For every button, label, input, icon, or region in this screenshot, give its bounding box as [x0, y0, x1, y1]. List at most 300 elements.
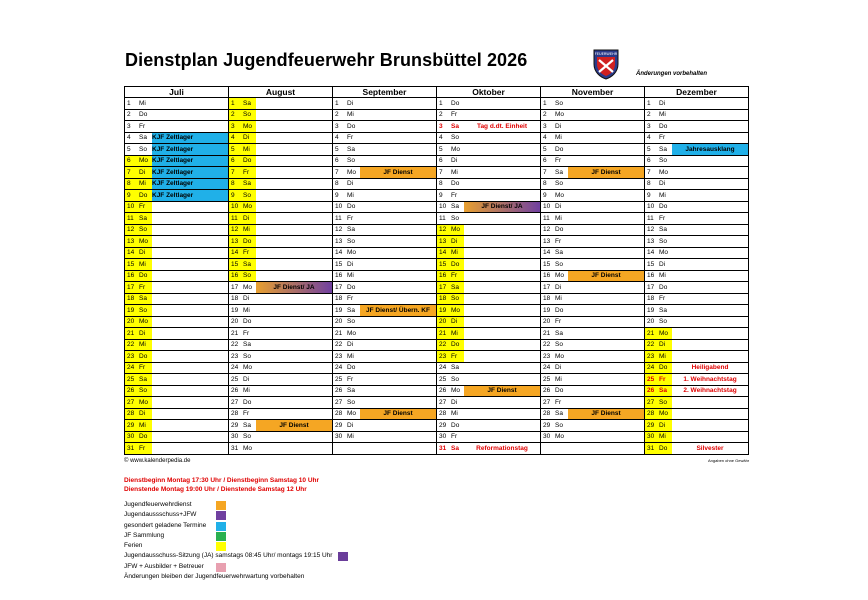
- weekday: Di: [243, 132, 256, 144]
- weekday: Mo: [243, 121, 256, 133]
- day-event: [672, 420, 749, 432]
- day-number: 29: [125, 420, 140, 432]
- day-event: [360, 316, 437, 328]
- weekday: Do: [243, 155, 256, 167]
- weekday: Fr: [139, 443, 152, 455]
- weekday: So: [555, 420, 568, 432]
- weekday: Fr: [347, 293, 360, 305]
- weekday: Do: [555, 385, 568, 397]
- day-event: [360, 178, 437, 190]
- day-number: 16: [125, 270, 140, 282]
- day-number: 21: [645, 328, 660, 340]
- day-number: 15: [437, 259, 452, 271]
- weekday: So: [347, 236, 360, 248]
- day-number: 4: [541, 132, 556, 144]
- day-event: [464, 213, 541, 225]
- day-number: 27: [645, 397, 660, 409]
- legend-label: Jugendfeuerwehrdienst: [124, 501, 192, 508]
- day-number: 6: [229, 155, 244, 167]
- day-event: [360, 293, 437, 305]
- weekday: Sa: [451, 443, 464, 455]
- day-number: 3: [437, 121, 452, 133]
- weekday: Sa: [555, 247, 568, 259]
- weekday: Sa: [347, 224, 360, 236]
- day-event: [360, 98, 437, 110]
- day-number: 18: [333, 293, 348, 305]
- day-event: [464, 236, 541, 248]
- weekday: Di: [243, 213, 256, 225]
- weekday: So: [243, 270, 256, 282]
- weekday: Mo: [243, 201, 256, 213]
- day-event: [256, 351, 333, 363]
- day-number: 9: [333, 190, 348, 202]
- table-row: [125, 420, 749, 432]
- day-event: [256, 178, 333, 190]
- weekday: So: [659, 236, 672, 248]
- day-number: 29: [229, 420, 244, 432]
- weekday: So: [139, 224, 152, 236]
- day-number: 30: [437, 431, 452, 443]
- table-row: [125, 305, 749, 317]
- weekday: So: [243, 431, 256, 443]
- day-event: [256, 397, 333, 409]
- table-row: [125, 224, 749, 236]
- day-event: [256, 236, 333, 248]
- day-number: 26: [125, 385, 140, 397]
- table-row: [125, 98, 749, 110]
- day-event: [256, 259, 333, 271]
- weekday: Do: [451, 178, 464, 190]
- table-row: [125, 190, 749, 202]
- weekday: Sa: [555, 328, 568, 340]
- day-number: 16: [437, 270, 452, 282]
- day-number: 9: [229, 190, 244, 202]
- day-number: 9: [437, 190, 452, 202]
- day-number: 6: [437, 155, 452, 167]
- legend-label: Änderungen bleiben der Jugendfeuerwehrwartung vorbehalten: [124, 573, 305, 581]
- day-event: [568, 328, 645, 340]
- weekday: Do: [139, 109, 152, 121]
- service-times: [124, 476, 319, 494]
- day-number: 11: [229, 213, 244, 225]
- weekday: Di: [555, 282, 568, 294]
- day-event: KJF Zeltlager: [152, 190, 229, 202]
- calendar-body: [125, 98, 749, 455]
- day-number: 20: [125, 316, 140, 328]
- day-event: [568, 431, 645, 443]
- day-event: [568, 293, 645, 305]
- weekday: Di: [347, 178, 360, 190]
- day-number: 7: [229, 167, 244, 179]
- weekday: Sa: [243, 259, 256, 271]
- weekday: Mi: [347, 109, 360, 121]
- day-event: [464, 408, 541, 420]
- day-event: JF Dienst/ JA: [464, 201, 541, 213]
- weekday: Sa: [139, 213, 152, 225]
- table-row: [125, 443, 749, 455]
- day-event: [464, 282, 541, 294]
- weekday: Mo: [659, 167, 672, 179]
- day-number: 4: [437, 132, 452, 144]
- table-row: [125, 236, 749, 248]
- weekday: Mo: [451, 144, 464, 156]
- day-number: 2: [229, 109, 244, 121]
- day-number: 20: [645, 316, 660, 328]
- day-event: [360, 144, 437, 156]
- weekday: Di: [347, 420, 360, 432]
- legend-swatch: [216, 522, 226, 531]
- weekday: Mi: [347, 431, 360, 443]
- weekday: Fr: [451, 270, 464, 282]
- weekday: Mi: [347, 351, 360, 363]
- day-event: [464, 109, 541, 121]
- weekday: So: [451, 374, 464, 386]
- weekday: Fr: [659, 213, 672, 225]
- day-number: 25: [125, 374, 140, 386]
- fire-department-crest-icon: [592, 48, 620, 80]
- day-number: 21: [125, 328, 140, 340]
- day-event: [568, 397, 645, 409]
- day-event: [256, 155, 333, 167]
- legend-item: [124, 572, 332, 582]
- day-number: 28: [229, 408, 244, 420]
- weekday: So: [659, 316, 672, 328]
- weekday: So: [659, 397, 672, 409]
- table-row: [125, 178, 749, 190]
- weekday: Mi: [139, 420, 152, 432]
- weekday: Mi: [243, 144, 256, 156]
- day-event: [256, 385, 333, 397]
- day-event: [360, 121, 437, 133]
- weekday: Fr: [347, 374, 360, 386]
- day-event: [152, 385, 229, 397]
- day-number: 3: [645, 121, 660, 133]
- day-number: 10: [229, 201, 244, 213]
- weekday: Sa: [243, 420, 256, 432]
- weekday: So: [139, 144, 152, 156]
- weekday: Di: [347, 98, 360, 110]
- weekday: Mo: [139, 316, 152, 328]
- day-number: 26: [541, 385, 556, 397]
- weekday: Fr: [243, 247, 256, 259]
- table-row: [125, 201, 749, 213]
- legend-swatch: [216, 511, 226, 520]
- day-number: 12: [229, 224, 244, 236]
- day-number: 9: [541, 190, 556, 202]
- weekday: Mi: [659, 109, 672, 121]
- day-event: [256, 109, 333, 121]
- day-number: 18: [541, 293, 556, 305]
- weekday: Di: [139, 328, 152, 340]
- day-number: 23: [437, 351, 452, 363]
- weekday: Mi: [139, 178, 152, 190]
- day-number: 8: [125, 178, 140, 190]
- day-event: [360, 190, 437, 202]
- weekday: Mi: [555, 213, 568, 225]
- day-number: 27: [125, 397, 140, 409]
- weekday: Di: [659, 178, 672, 190]
- page-title: Dienstplan Jugendfeuerwehr Brunsbüttel 2026: [125, 50, 528, 70]
- day-event: [464, 132, 541, 144]
- day-event: [672, 155, 749, 167]
- weekday: Sa: [451, 362, 464, 374]
- day-event: [360, 224, 437, 236]
- legend-item: [124, 531, 332, 541]
- day-number: 18: [645, 293, 660, 305]
- weekday: Sa: [243, 98, 256, 110]
- weekday: Mi: [555, 293, 568, 305]
- day-number: 18: [229, 293, 244, 305]
- day-event: [672, 236, 749, 248]
- legend-label: JF Sammlung: [124, 531, 165, 539]
- weekday: Mi: [139, 98, 152, 110]
- day-event: [568, 259, 645, 271]
- day-event: [464, 328, 541, 340]
- day-number: 12: [541, 224, 556, 236]
- table-row: [125, 385, 749, 397]
- day-number: 29: [437, 420, 452, 432]
- day-event: 2. Weihnachtstag: [672, 385, 749, 397]
- weekday: Mo: [555, 190, 568, 202]
- day-number: 23: [229, 351, 244, 363]
- day-event: [672, 132, 749, 144]
- day-event: [464, 167, 541, 179]
- day-event: [256, 224, 333, 236]
- day-number: 13: [541, 236, 556, 248]
- month-header-4: November: [541, 87, 645, 98]
- day-number: 28: [333, 408, 348, 420]
- table-row: [125, 293, 749, 305]
- day-number: 25: [541, 374, 556, 386]
- day-event: JF Dienst: [568, 167, 645, 179]
- weekday: Do: [139, 270, 152, 282]
- day-number: 13: [125, 236, 140, 248]
- day-number: 31: [645, 443, 660, 455]
- day-event: [568, 374, 645, 386]
- day-event: [672, 178, 749, 190]
- day-event: [152, 224, 229, 236]
- day-number: 24: [541, 362, 556, 374]
- table-row: [125, 270, 749, 282]
- day-number: 30: [333, 431, 348, 443]
- day-number: 29: [333, 420, 348, 432]
- day-number: 26: [437, 385, 452, 397]
- weekday: Do: [659, 201, 672, 213]
- day-number: 24: [645, 362, 660, 374]
- day-number: 31: [125, 443, 140, 455]
- day-number: 11: [437, 213, 452, 225]
- weekday: So: [347, 316, 360, 328]
- weekday: Fr: [139, 121, 152, 133]
- day-event: [360, 213, 437, 225]
- weekday: Do: [347, 201, 360, 213]
- day-event: [464, 420, 541, 432]
- weekday: Sa: [659, 305, 672, 317]
- day-event: KJF Zeltlager: [152, 132, 229, 144]
- weekday: Do: [659, 282, 672, 294]
- day-event: [256, 443, 333, 455]
- day-number: 17: [125, 282, 140, 294]
- day-event: [568, 236, 645, 248]
- day-event: [152, 339, 229, 351]
- weekday: Di: [451, 316, 464, 328]
- weekday: Do: [451, 339, 464, 351]
- day-event: [464, 339, 541, 351]
- table-row: [125, 167, 749, 179]
- day-event: [152, 431, 229, 443]
- day-event: [360, 374, 437, 386]
- crest-lettering: FEUERWEHR: [594, 52, 618, 56]
- weekday: Sa: [659, 224, 672, 236]
- day-number: 12: [333, 224, 348, 236]
- weekday: Fr: [347, 213, 360, 225]
- day-number: 30: [229, 431, 244, 443]
- day-number: 11: [125, 213, 140, 225]
- legend-swatch: [216, 542, 226, 551]
- day-event: [672, 316, 749, 328]
- weekday: Mo: [243, 443, 256, 455]
- day-number: 9: [125, 190, 140, 202]
- day-event: [568, 385, 645, 397]
- day-event: [152, 247, 229, 259]
- day-number: 27: [333, 397, 348, 409]
- weekday: Mo: [555, 351, 568, 363]
- weekday: Di: [555, 362, 568, 374]
- day-event: [568, 201, 645, 213]
- day-number: 6: [125, 155, 140, 167]
- weekday: So: [243, 351, 256, 363]
- day-event: [360, 362, 437, 374]
- day-event: [360, 270, 437, 282]
- day-number: 22: [541, 339, 556, 351]
- day-event: JF Dienst: [568, 408, 645, 420]
- day-number: 14: [437, 247, 452, 259]
- weekday: Di: [659, 259, 672, 271]
- day-number: 3: [541, 121, 556, 133]
- weekday: Di: [659, 98, 672, 110]
- legend-label: Ferien: [124, 542, 143, 550]
- weekday: Sa: [659, 144, 672, 156]
- day-event: [568, 362, 645, 374]
- day-event: Tag d.dt. Einheit: [464, 121, 541, 133]
- weekday: Fr: [243, 328, 256, 340]
- day-number: 22: [437, 339, 452, 351]
- day-event: [464, 362, 541, 374]
- day-number: 22: [229, 339, 244, 351]
- day-number: 19: [333, 305, 348, 317]
- day-number: 19: [437, 305, 452, 317]
- disclaimer: Angaben ohne Gewähr: [708, 458, 750, 463]
- day-number: 1: [645, 98, 660, 110]
- table-row: [125, 121, 749, 133]
- weekday: Mi: [139, 339, 152, 351]
- day-number: 12: [437, 224, 452, 236]
- day-event: [672, 213, 749, 225]
- day-number: 10: [437, 201, 452, 213]
- weekday: Mo: [243, 362, 256, 374]
- day-number: 25: [229, 374, 244, 386]
- day-event: [256, 270, 333, 282]
- weekday: So: [451, 132, 464, 144]
- day-event: [464, 190, 541, 202]
- day-number: 24: [333, 362, 348, 374]
- day-number: 18: [125, 293, 140, 305]
- service-start: Dienstbeginn Montag 17:30 Uhr / Dienstbeginn Samstag 10 Uhr: [124, 477, 320, 484]
- weekday: Di: [139, 167, 152, 179]
- day-number: 12: [125, 224, 140, 236]
- weekday: Mo: [347, 247, 360, 259]
- weekday: Mi: [243, 224, 256, 236]
- day-event: [256, 374, 333, 386]
- day-number: 21: [333, 328, 348, 340]
- day-number: 29: [541, 420, 556, 432]
- weekday: Mo: [347, 167, 360, 179]
- legend-item: [124, 562, 332, 572]
- day-number: 6: [645, 155, 660, 167]
- weekday: Do: [555, 224, 568, 236]
- day-number: 7: [645, 167, 660, 179]
- weekday: So: [139, 305, 152, 317]
- day-event: [464, 144, 541, 156]
- weekday: Di: [555, 201, 568, 213]
- day-number: 15: [125, 259, 140, 271]
- day-number: 27: [437, 397, 452, 409]
- table-row: [125, 431, 749, 443]
- weekday: Di: [659, 420, 672, 432]
- day-number: 20: [437, 316, 452, 328]
- legend-label: Jugendausschuss-Sitzung (JA) samstags 08:45 Uhr/ montags 19:15 Uhr: [124, 552, 333, 560]
- weekday: Di: [139, 408, 152, 420]
- day-number: 4: [229, 132, 244, 144]
- table-row: [125, 155, 749, 167]
- day-event: Jahresausklang: [672, 144, 749, 156]
- day-event: [152, 420, 229, 432]
- day-number: 8: [645, 178, 660, 190]
- day-event: [568, 247, 645, 259]
- weekday: Fr: [659, 374, 672, 386]
- month-header-5: Dezember: [645, 87, 749, 98]
- weekday: Mi: [451, 408, 464, 420]
- day-event: [152, 328, 229, 340]
- day-event: JF Dienst/ Übern. KF: [360, 305, 437, 317]
- day-event: [672, 109, 749, 121]
- weekday: Mo: [451, 305, 464, 317]
- day-event: KJF Zeltlager: [152, 155, 229, 167]
- day-event: [256, 408, 333, 420]
- weekday: Fr: [139, 201, 152, 213]
- day-number: 5: [645, 144, 660, 156]
- day-event: [568, 109, 645, 121]
- day-event: [256, 293, 333, 305]
- weekday: Do: [451, 259, 464, 271]
- weekday: Sa: [347, 305, 360, 317]
- weekday: Mi: [243, 385, 256, 397]
- weekday: Mi: [555, 132, 568, 144]
- day-event: [360, 385, 437, 397]
- table-row: [125, 351, 749, 363]
- day-event: [152, 305, 229, 317]
- day-number: 19: [645, 305, 660, 317]
- weekday: Mo: [347, 328, 360, 340]
- weekday: Fr: [555, 236, 568, 248]
- day-event: [256, 247, 333, 259]
- weekday: Fr: [555, 155, 568, 167]
- weekday: Sa: [451, 282, 464, 294]
- day-event: [152, 316, 229, 328]
- weekday: Fr: [139, 282, 152, 294]
- weekday: Mo: [347, 408, 360, 420]
- legend-swatch: [216, 563, 226, 572]
